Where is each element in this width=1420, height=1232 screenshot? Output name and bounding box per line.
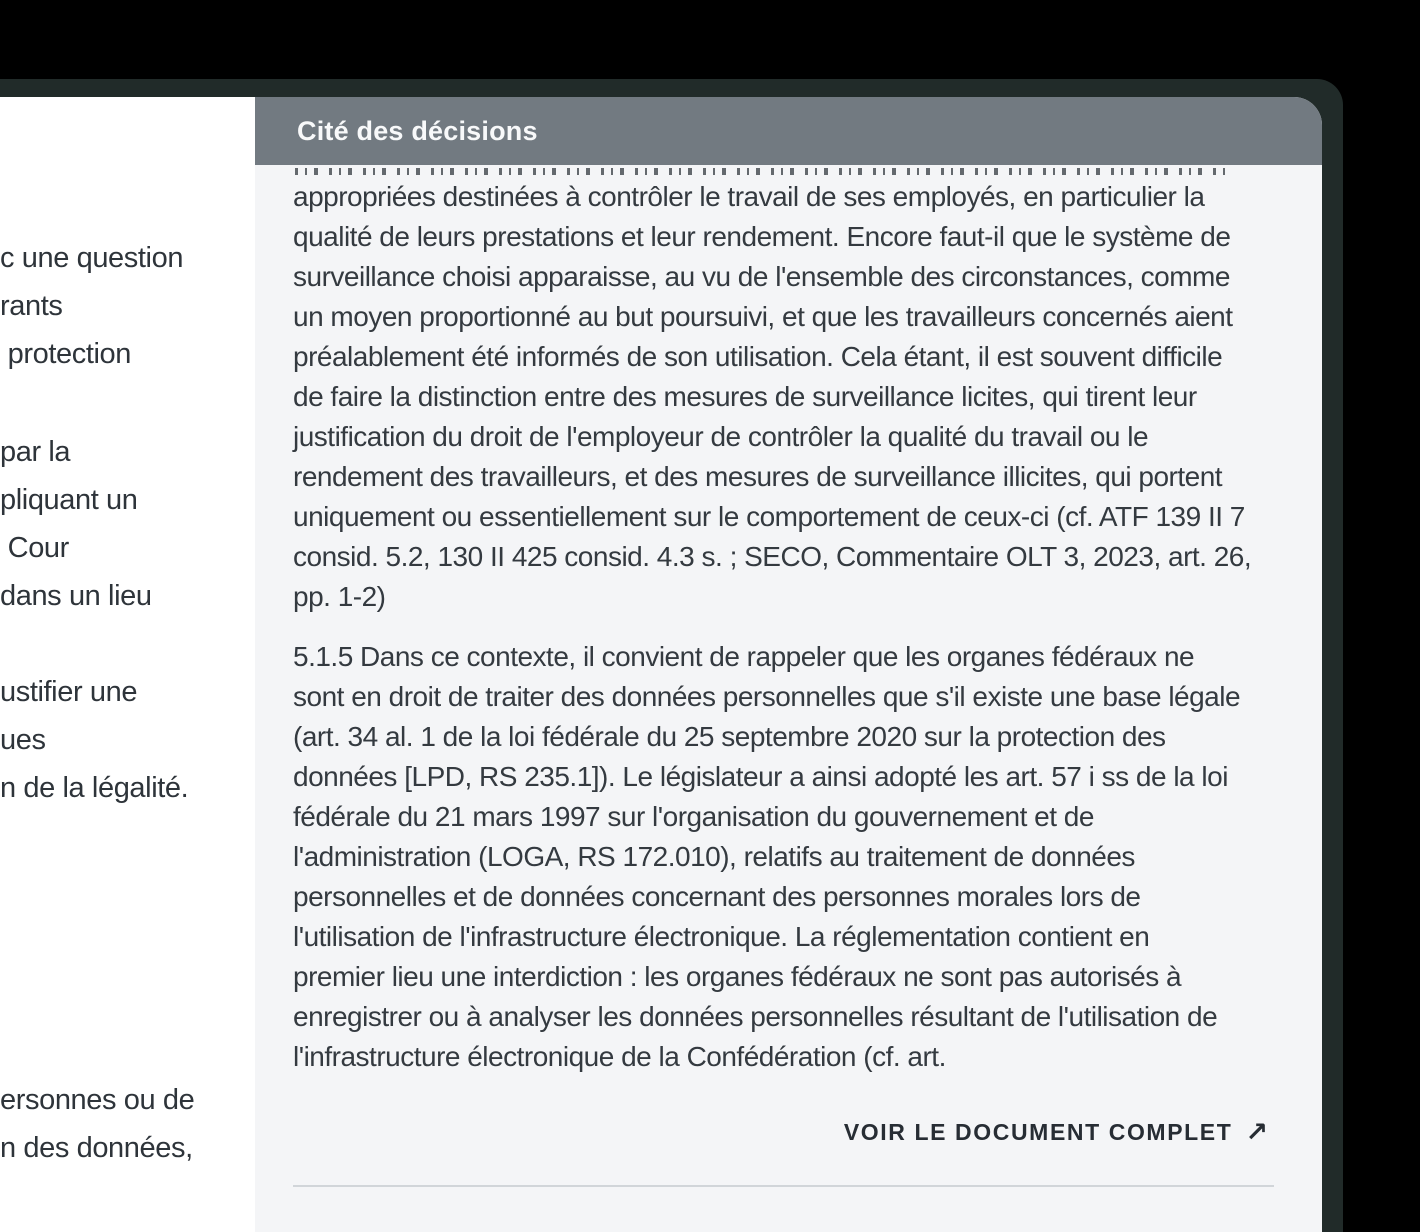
text-line: rants — [0, 290, 63, 322]
text-line: enregistrer ou à analyser les données personnelles résultant de l'utilisation de — [293, 1001, 1218, 1032]
text-line: protection — [0, 338, 132, 370]
text-fragment-group — [0, 668, 188, 812]
text-line: de faire la distinction entre des mesures de surveillance licites, qui tirent leur — [293, 381, 1197, 412]
text-line: appropriées destinées à contrôler le travail de ses employés, en particulier la — [293, 181, 1205, 212]
text-line: préalablement été informés de son utilisation. Cela étant, il est souvent difficile — [293, 341, 1223, 372]
text-line: surveillance choisi apparaisse, au vu de l'ensemble des circonstances, comme — [293, 261, 1230, 292]
document-text-column — [0, 97, 255, 1232]
text-line: premier lieu une interdiction : les organes fédéraux ne sont pas autorisés à — [293, 961, 1182, 992]
panel-header — [255, 97, 1322, 165]
panel-footer — [293, 1112, 1268, 1152]
text-line: par la — [0, 436, 71, 468]
text-line: personnelles et de données concernant des personnes morales lors de — [293, 881, 1141, 912]
view-full-document-label: VOIR LE DOCUMENT COMPLET — [843, 1118, 1233, 1145]
text-line: l'utilisation de l'infrastructure électronique. La réglementation contient en — [293, 921, 1150, 952]
decision-paragraph — [293, 177, 1251, 617]
clipped-text-row — [295, 168, 1225, 175]
text-line: fédérale du 21 mars 1997 sur l'organisation du gouvernement et de — [293, 801, 1094, 832]
text-line: pp. 1-2) — [293, 581, 386, 612]
text-fragment-group — [0, 428, 152, 620]
text-line: l'infrastructure électronique de la Confédération (cf. art. — [293, 1041, 946, 1072]
text-line: l'administration (LOGA, RS 172.010), relatifs au traitement de données — [293, 841, 1135, 872]
text-line: c une question — [0, 242, 184, 274]
cited-decisions-panel — [255, 97, 1322, 1232]
text-line: rendement des travailleurs, et des mesures de surveillance illicites, qui portent — [293, 461, 1223, 492]
text-line: n de la légalité. — [0, 772, 189, 804]
text-line: ustifier une — [0, 676, 138, 708]
text-fragment-group — [0, 1076, 194, 1172]
external-link-arrow-icon: ↗ — [1245, 1116, 1268, 1147]
section-divider — [293, 1185, 1274, 1187]
text-fragment-group — [0, 234, 183, 378]
text-line: ues — [0, 724, 46, 756]
text-line: données [LPD, RS 235.1]). Le législateur a ainsi adopté les art. 57 i ss de la loi — [293, 761, 1228, 792]
text-line: justification du droit de l'employeur de contrôler la qualité du travail ou le — [293, 421, 1149, 452]
text-line: ersonnes ou de — [0, 1084, 195, 1116]
text-line: (art. 34 al. 1 de la loi fédérale du 25 septembre 2020 sur la protection des — [293, 721, 1166, 752]
text-line: consid. 5.2, 130 II 425 consid. 4.3 s. ; SECO, Commentaire OLT 3, 2023, art. 26, — [293, 541, 1252, 572]
text-line: un moyen proportionné au but poursuivi, et que les travailleurs concernés aient — [293, 301, 1233, 332]
app-window — [0, 79, 1343, 1232]
text-line: dans un lieu — [0, 580, 152, 612]
decision-paragraph — [293, 637, 1240, 1077]
panel-title: Cité des décisions — [297, 115, 538, 146]
text-line: uniquement ou essentiellement sur le comportement de ceux-ci (cf. ATF 139 II 7 — [293, 501, 1245, 532]
text-line: sont en droit de traiter des données personnelles que s'il existe une base légale — [293, 681, 1241, 712]
text-line: n des données, — [0, 1132, 193, 1164]
text-line: 5.1.5 Dans ce contexte, il convient de rappeler que les organes fédéraux ne — [293, 641, 1195, 672]
text-line: Cour — [0, 532, 69, 564]
text-line: qualité de leurs prestations et leur rendement. Encore faut-il que le système de — [293, 221, 1231, 252]
text-line: pliquant un — [0, 484, 138, 516]
view-full-document-link[interactable] — [843, 1116, 1268, 1147]
panel-scroll-area[interactable] — [255, 165, 1322, 1232]
